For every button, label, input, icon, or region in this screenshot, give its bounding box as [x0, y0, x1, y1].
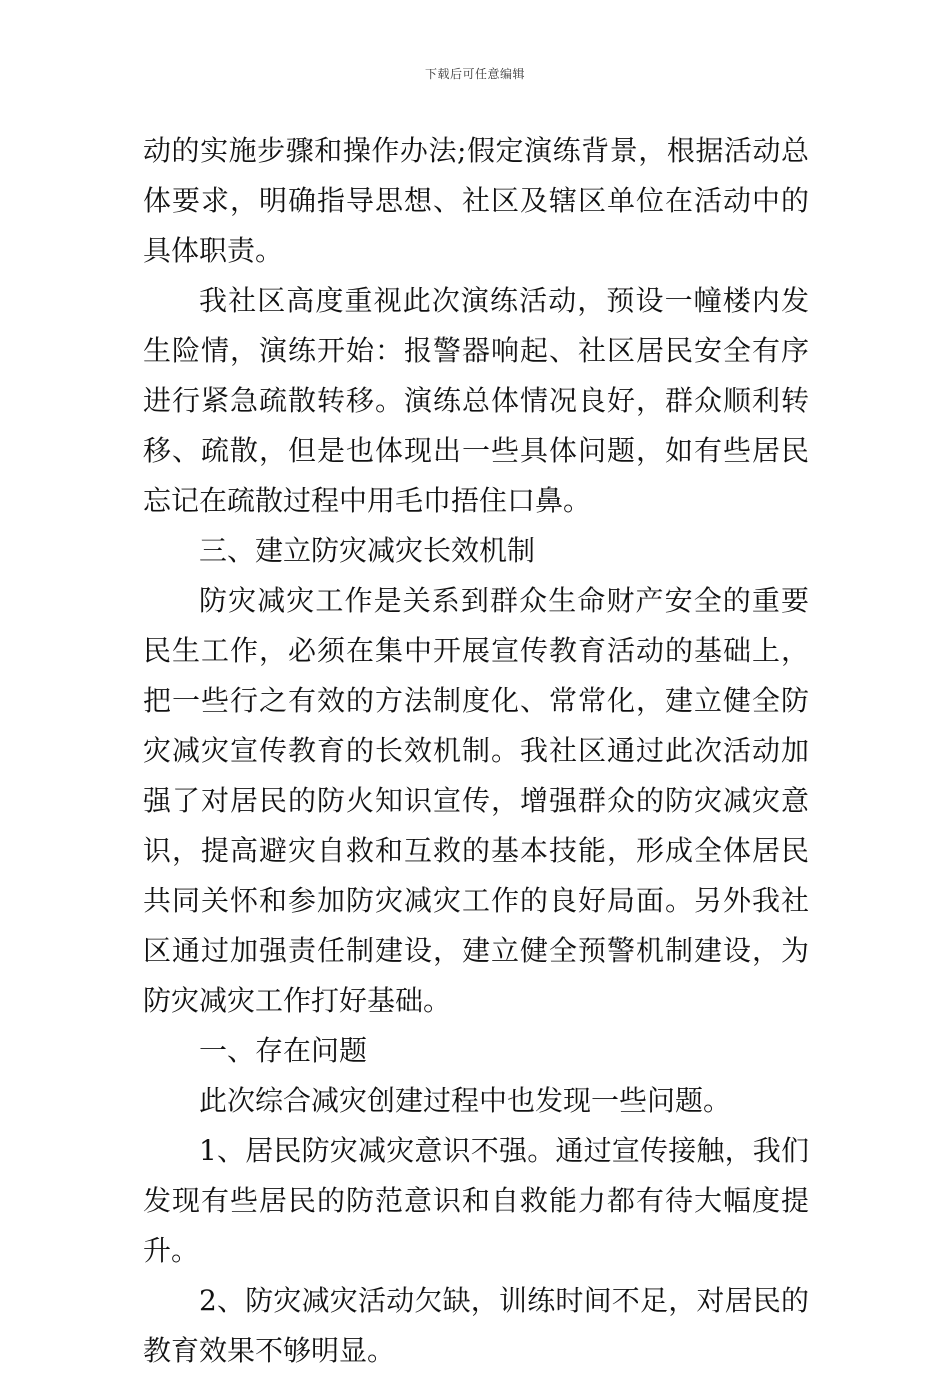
- paragraph-drill-description: 我社区高度重视此次演练活动，预设一幢楼内发生险情，演练开始：报警器响起、社区居民安全有序进行紧急疏散转移。演练总体情况良好，群众顺利转移、疏散，但是也体现出一些具体问题，如有些居民忘记在疏散过程中用毛巾捂住口鼻。: [143, 284, 809, 517]
- section-heading-problems: 一、存在问题: [199, 1034, 368, 1067]
- paragraph-problem-1: 1、居民防灾减灾意识不强。通过宣传接触，我们发现有些居民的防范意识和自救能力都有待大幅度提升。: [143, 1134, 809, 1267]
- paragraph-continuation: 动的实施步骤和操作办法;假定演练背景，根据活动总体要求，明确指导思想、社区及辖区单位在活动中的具体职责。: [143, 134, 809, 267]
- document-body: [143, 126, 809, 1376]
- section-heading-mechanism: 三、建立防灾减灾长效机制: [199, 534, 536, 567]
- paragraph-mechanism: 防灾减灾工作是关系到群众生命财产安全的重要民生工作，必须在集中开展宣传教育活动的基础上，把一些行之有效的方法制度化、常常化，建立健全防灾减灾宣传教育的长效机制。我社区通过此次活动加强了对居民的防火知识宣传，增强群众的防灾减灾意识，提高避灾自救和互救的基本技能，形成全体居民共同关怀和参加防灾减灾工作的良好局面。另外我社区通过加强责任制建设，建立健全预警机制建设，为防灾减灾工作打好基础。: [143, 584, 809, 1017]
- paragraph-problems-intro: 此次综合减灾创建过程中也发现一些问题。: [199, 1084, 732, 1117]
- header-note: 下载后可任意编辑: [424, 67, 525, 81]
- paragraph-problem-2: 2、防灾减灾活动欠缺，训练时间不足，对居民的教育效果不够明显。: [143, 1284, 809, 1367]
